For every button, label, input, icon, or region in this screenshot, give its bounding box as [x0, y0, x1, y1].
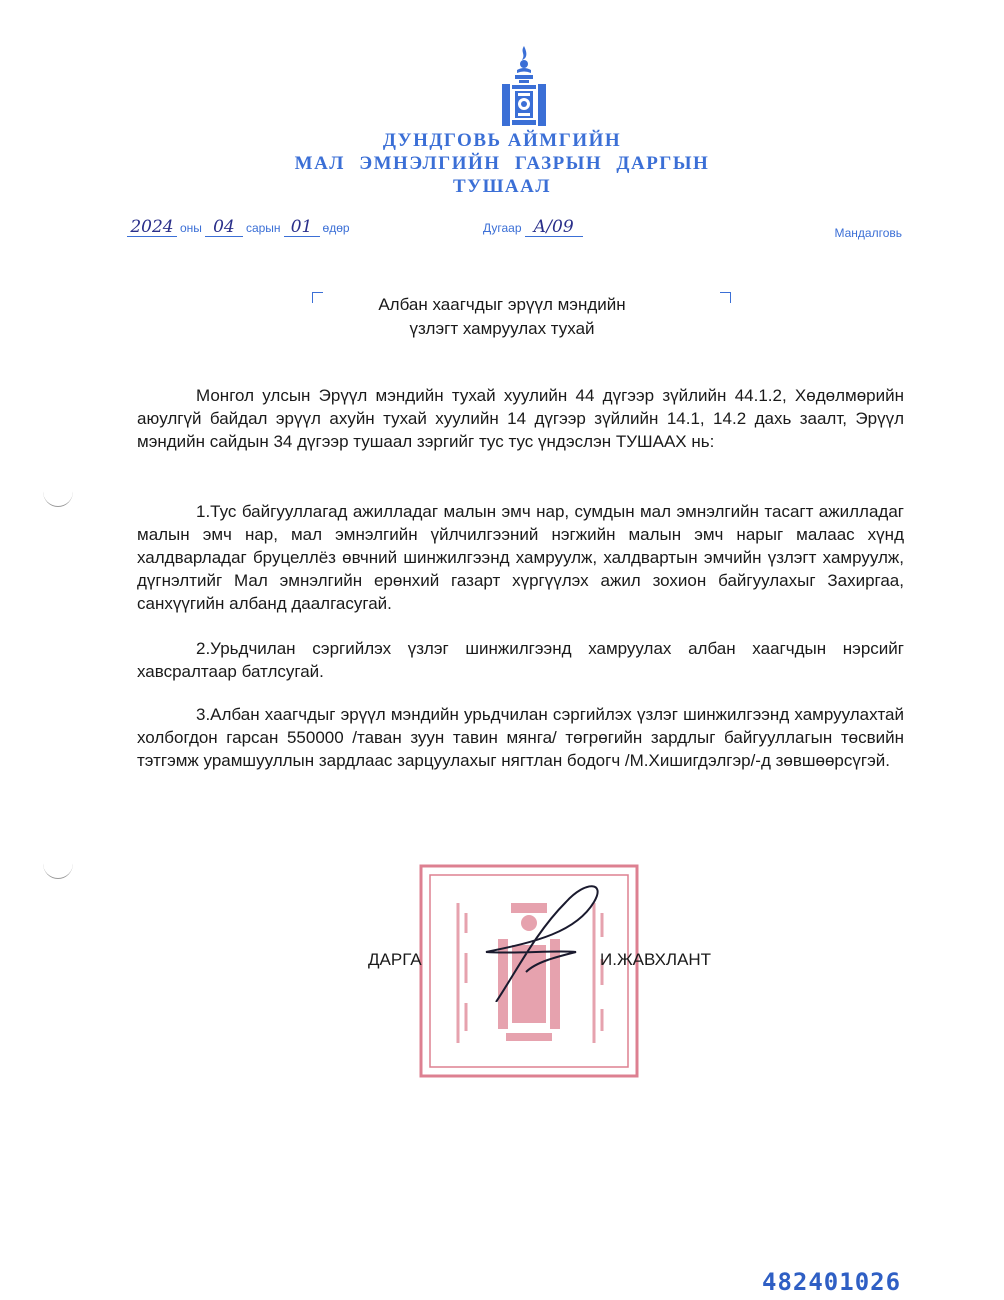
- date-year: 2024: [127, 218, 177, 237]
- date-month-label: сарын: [245, 221, 281, 235]
- subject-line-1: Албан хаагчдыг эрүүл мэндийн: [378, 295, 626, 314]
- order-item-1: 1.Тус байгууллагад ажилладаг малын эмч нар, сумдын мал эмнэлгийн тасагт ажилладаг малын эмч нар, мал эмнэлгийн үйлчилгээний нэгжийн малын эмч нарыг малаас хүнд халдварладаг бруцеллёз өвчний шинжилгээнд хамруулж, халдвартын эмчийн үзлэгт хамруулж, дүгнэлтийг Мал эмнэлгийн ерөнхий газарт хүргүүлэх ажил зохион байгуулахыг Захиргаа, санхүүгийн албанд даалгасугай.: [137, 502, 904, 613]
- number-label: Дугаар: [483, 221, 522, 235]
- state-emblem-icon: [500, 44, 548, 128]
- date-day: 01: [284, 218, 320, 237]
- date-month: 04: [205, 218, 243, 237]
- date-line: [127, 218, 353, 237]
- header-document-type: ТУШААЛ: [452, 176, 552, 197]
- document-serial-number: 482401026: [762, 1268, 902, 1296]
- header-department: МАЛ ЭМНЭЛГИЙН ГАЗРЫН ДАРГЫН: [294, 153, 710, 174]
- punch-hole-bottom: [43, 848, 73, 879]
- subject-line-2: үзлэгт хамруулах тухай: [409, 319, 595, 338]
- number-line: [480, 218, 583, 237]
- preamble-paragraph: Монгол улсын Эрүүл мэндийн тухай хуулийн 44 дүгээр зүйлийн 44.1.2, Хөдөлмөрийн аюулгүй байдал эрүүл ахуйн тухай хуулийн 14 дүгээр зүйлийн 14.1, 14.2 дахь заалт, Эрүүл мэндийн сайдын 34 дүгээр тушаал зэргийг тус тус үндэслэн ТУШААХ нь:: [137, 386, 904, 451]
- document-number: А/09: [525, 218, 583, 237]
- city-name: Мандалговь: [834, 226, 902, 240]
- signatory-name: И.ЖАВХЛАНТ: [600, 950, 712, 969]
- subject: [0, 293, 1004, 341]
- date-year-label: оны: [180, 221, 202, 235]
- handwritten-signature-icon: [476, 862, 616, 1002]
- signatory-title: ДАРГА: [368, 950, 422, 969]
- order-item-2: 2.Урьдчилан сэргийлэх үзлэг шинжилгээнд хамруулах албан хаагчдын нэрсийг хавсралтаар батлсугай.: [137, 639, 904, 681]
- header-organization: ДУНДГОВЬ АЙМГИЙН: [382, 130, 622, 151]
- order-item-3: 3.Албан хаагчдыг эрүүл мэндийн урьдчилан сэргийлэх үзлэг шинжилгээнд хамруулахтай холбогдон гарсан 550000 /таван зуун тавин мянга/ төгрөгийн зардлыг байгууллагын төсвийн тэтгэмж урамшууллын зардлаас зарцуулахыг нягтлан бодогч /М.Хишигдэлгэр/-д зөвшөөрсүгэй.: [137, 705, 904, 770]
- date-day-label: өдөр: [322, 221, 350, 235]
- punch-hole-top: [43, 476, 73, 507]
